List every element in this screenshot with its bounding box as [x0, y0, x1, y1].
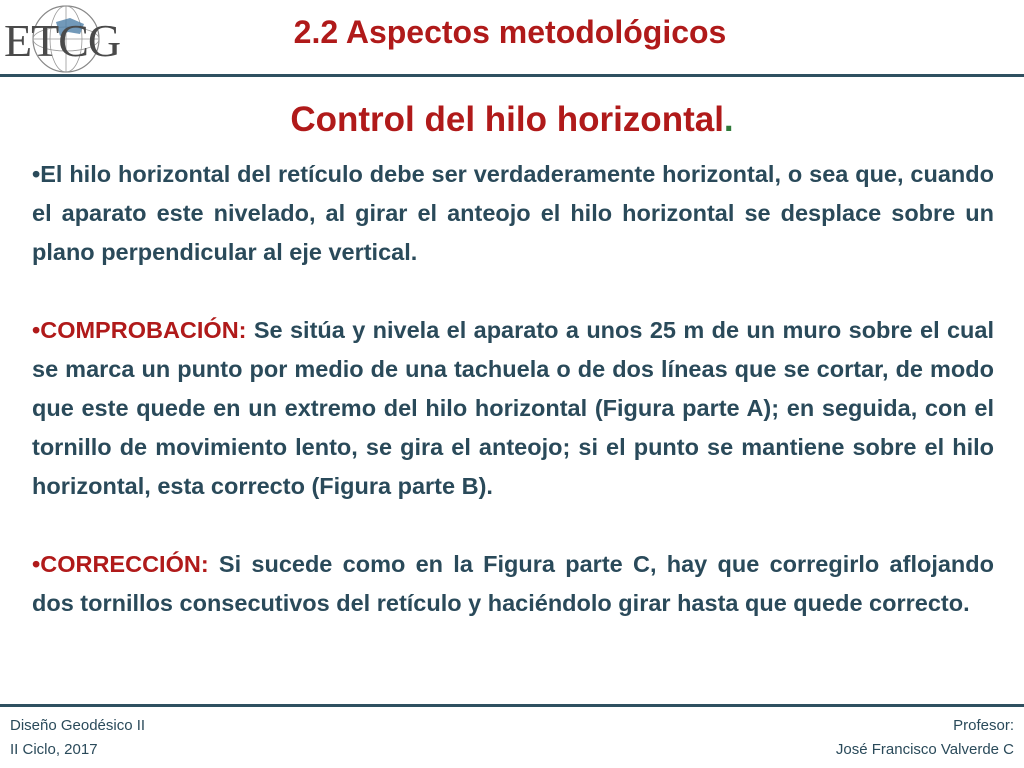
header-title: 2.2 Aspectos metodológicos: [293, 14, 727, 50]
paragraph-definition: •El hilo horizontal del retículo debe ser verdaderamente horizontal, o sea que, cuando el aparato este nivelado, al girar el anteojo el hilo horizontal se desplace sobre un plano perpendicular al eje vertical.: [32, 161, 994, 265]
course-name: Diseño Geodésico II: [10, 717, 146, 734]
correccion-label: •CORRECCIÓN:: [32, 551, 209, 577]
comprobacion-text: Se sitúa y nivela el aparato a unos 25 m de un muro sobre el cual se marca un punto por medio de una tachuela o de dos líneas que se cortar, de modo que este quede en un extremo del hilo horizontal (Figura parte A); en seguida, con el tornillo de movimiento lento, se gira el anteojo; si el punto se mantiene sobre el hilo horizontal, esta correcto (Figura parte B).: [32, 317, 994, 499]
etcg-logo: [4, 4, 128, 74]
comprobacion-label: •COMPROBACIÓN:: [32, 317, 247, 343]
paragraph-comprobacion: [32, 311, 994, 506]
professor-label: Profesor:: [953, 717, 1014, 734]
slide-title-dot: .: [723, 100, 734, 139]
slide-title-text: Control del hilo horizontal: [290, 100, 724, 139]
footer-professor-info: [836, 714, 1014, 762]
slide-body: [32, 155, 994, 623]
header-divider: [0, 74, 1024, 77]
logo-text: ETCG: [4, 15, 121, 66]
professor-name: José Francisco Valverde C: [835, 741, 1014, 758]
course-term: II Ciclo, 2017: [10, 741, 98, 758]
paragraph-correccion: [32, 545, 994, 623]
correccion-text: Si sucede como en la Figura parte C, hay que corregirlo aflojando dos tornillos consecutivos del retículo y haciéndolo girar hasta que quede correcto.: [32, 551, 994, 616]
slide-title: [0, 100, 1024, 140]
footer-divider: [0, 704, 1024, 707]
footer-course-info: [10, 714, 145, 762]
